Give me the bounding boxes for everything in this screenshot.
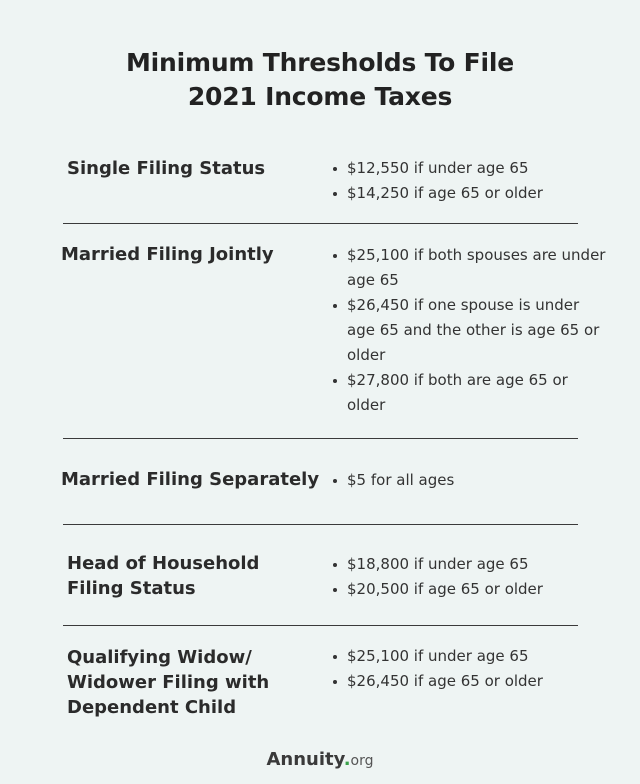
- threshold-list-single: [332, 156, 607, 206]
- threshold-item: $14,250 if age 65 or older: [332, 181, 607, 206]
- threshold-item: $25,100 if both spouses are under age 65: [332, 243, 607, 293]
- row-label-line: Married Filing Jointly: [61, 244, 274, 265]
- threshold-item: $27,800 if both are age 65 or older: [332, 368, 607, 418]
- row-label-line: Married Filing Separately: [61, 469, 320, 490]
- row-label-qualifying-widow: [67, 645, 269, 720]
- row-label-line: Dependent Child: [67, 697, 237, 718]
- annuity-logo: [0, 746, 640, 775]
- logo-name: Annuity: [266, 749, 344, 770]
- title-line-1: Minimum Thresholds To File: [125, 48, 515, 77]
- row-label-line: Qualifying Widow/: [67, 647, 252, 668]
- row-divider: [63, 625, 578, 626]
- threshold-item: $20,500 if age 65 or older: [332, 577, 607, 602]
- threshold-list-married-jointly: [332, 243, 607, 418]
- threshold-item: $12,550 if under age 65: [332, 156, 607, 181]
- logo-dot: .: [343, 749, 351, 770]
- logo-tld: org: [350, 753, 374, 769]
- threshold-item: $25,100 if under age 65: [332, 644, 607, 669]
- threshold-item: $26,450 if age 65 or older: [332, 669, 607, 694]
- title-line-2: 2021 Income Taxes: [187, 82, 453, 111]
- threshold-list-head-of-household: [332, 552, 607, 602]
- row-label-married-separately: [61, 467, 319, 492]
- threshold-item: $18,800 if under age 65: [332, 552, 607, 577]
- row-label-line: Single Filing Status: [67, 158, 266, 179]
- threshold-item: $26,450 if one spouse is under age 65 and the other is age 65 or older: [332, 293, 607, 368]
- row-divider: [63, 223, 578, 224]
- row-label-line: Head of Household: [67, 553, 260, 574]
- row-label-head-of-household: [67, 551, 259, 601]
- row-label-line: Filing Status: [67, 578, 196, 599]
- threshold-list-married-separately: [332, 468, 607, 493]
- row-label-single: [67, 156, 265, 181]
- page-title: [0, 46, 640, 114]
- threshold-item: $5 for all ages: [332, 468, 607, 493]
- row-label-married-jointly: [61, 242, 274, 267]
- row-label-line: Widower Filing with: [67, 672, 270, 693]
- threshold-list-qualifying-widow: [332, 644, 607, 694]
- row-divider: [63, 438, 578, 439]
- row-divider: [63, 524, 578, 525]
